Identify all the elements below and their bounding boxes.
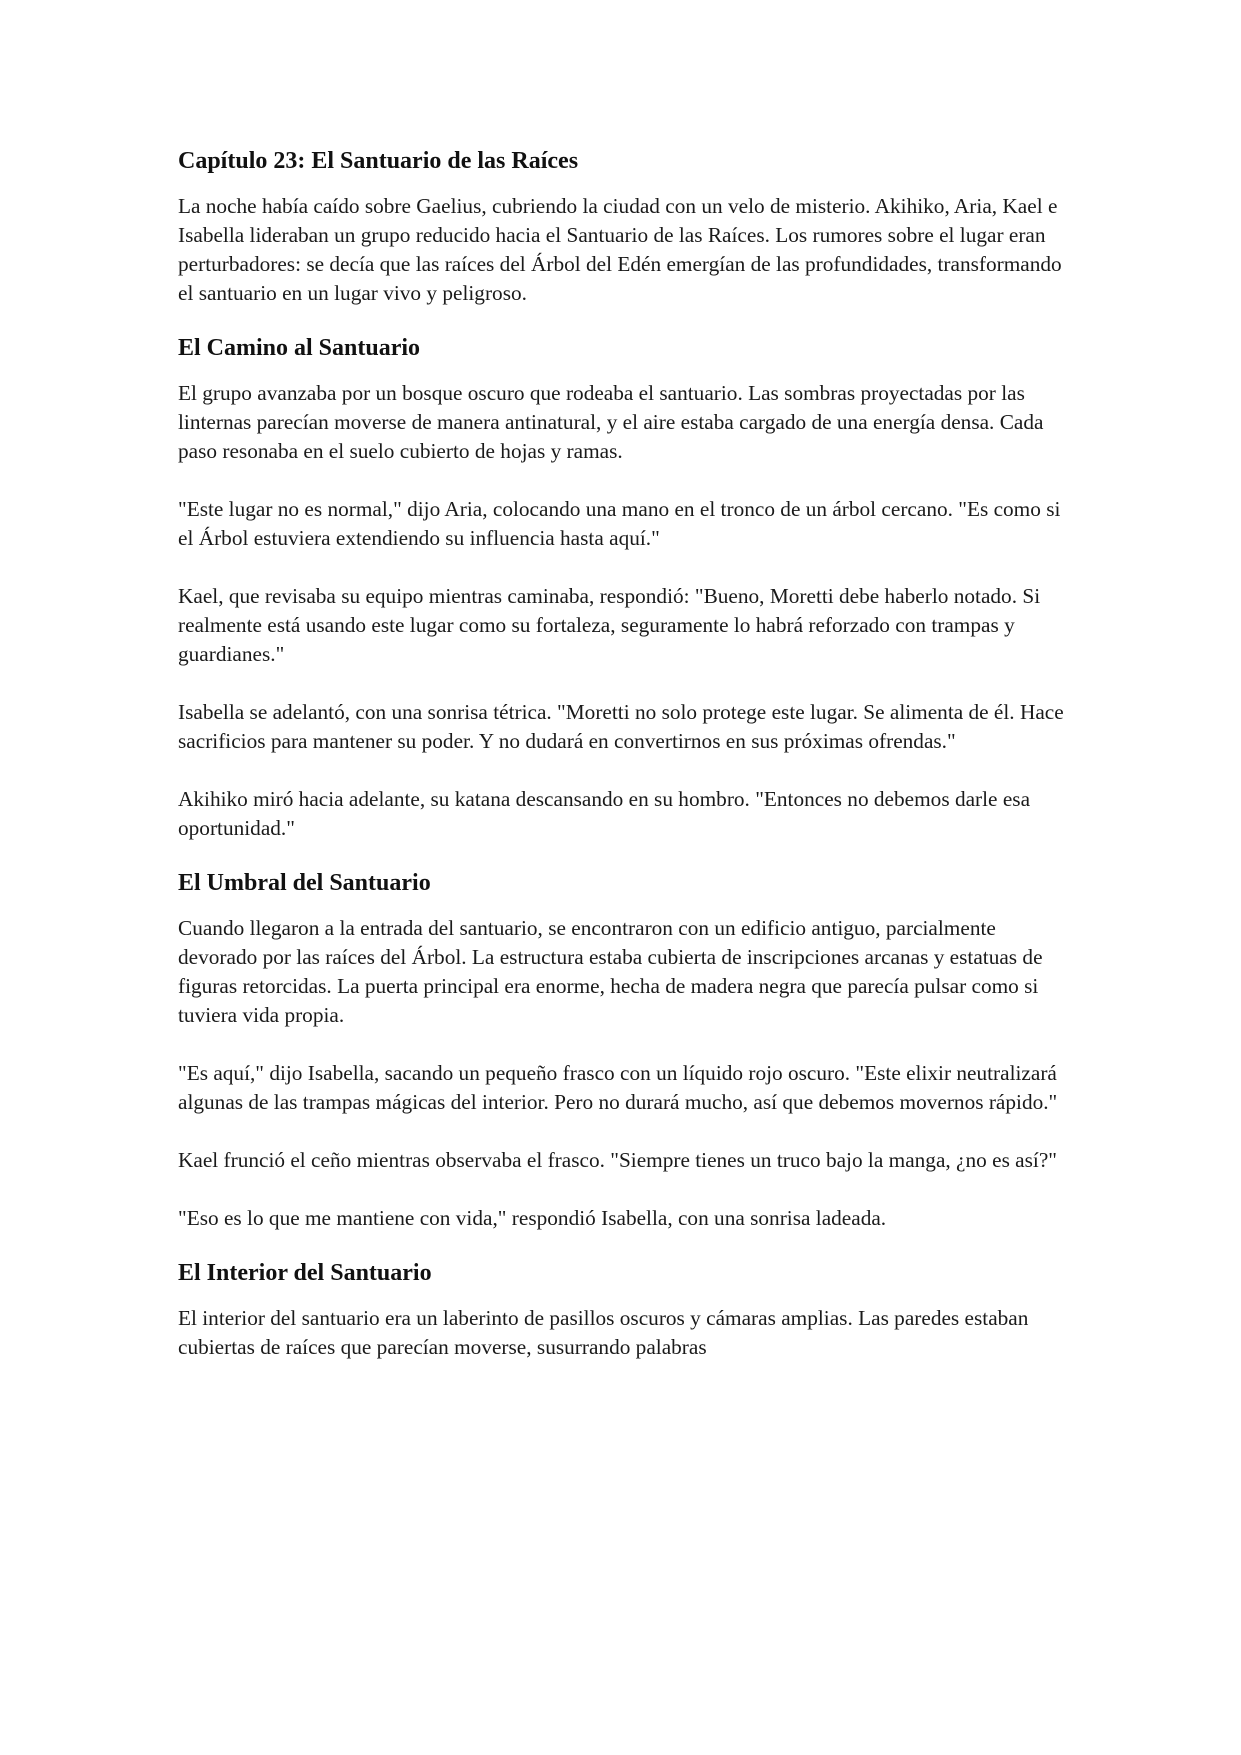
section-heading-camino: El Camino al Santuario: [178, 335, 421, 361]
paragraph: El grupo avanzaba por un bosque oscuro que rodeaba el santuario. Las sombras proyectadas por las linternas parecían moverse de manera antinatural, y el aire estaba cargado de una energía densa. Cada paso resonaba en el suelo cubierto de hojas y ramas.: [178, 381, 1044, 463]
paragraph: "Este lugar no es normal," dijo Aria, colocando una mano en el tronco de un árbol cercano. "Es como si el Árbol estuviera extendiendo su influencia hasta aquí.": [178, 497, 1061, 550]
chapter-title: Capítulo 23: El Santuario de las Raíces: [178, 148, 579, 174]
paragraph: El interior del santuario era un laberinto de pasillos oscuros y cámaras amplias. Las paredes estaban cubiertas de raíces que parecían moverse, susurrando palabras: [178, 1306, 1029, 1359]
paragraph: Kael, que revisaba su equipo mientras caminaba, respondió: "Bueno, Moretti debe haberlo notado. Si realmente está usando este lugar como su fortaleza, seguramente lo habrá reforzado con trampas y guardianes.": [178, 584, 1041, 666]
paragraph: "Eso es lo que me mantiene con vida," respondió Isabella, con una sonrisa ladeada.: [178, 1206, 887, 1230]
paragraph: Cuando llegaron a la entrada del santuario, se encontraron con un edificio antiguo, parcialmente devorado por las raíces del Árbol. La estructura estaba cubierta de inscripciones arcanas y estatuas de figuras retorcidas. La puerta principal era enorme, hecha de madera negra que parecía pulsar como si tuviera vida propia.: [178, 916, 1043, 1027]
intro-paragraph: La noche había caído sobre Gaelius, cubriendo la ciudad con un velo de misterio. Akihiko, Aria, Kael e Isabella lideraban un grupo reducido hacia el Santuario de las Raíces. Los rumores sobre el lugar eran perturbadores: se decía que las raíces del Árbol del Edén emergían de las profundidades, transformando el santuario en un lugar vivo y peligroso.: [178, 194, 1062, 305]
paragraph: "Es aquí," dijo Isabella, sacando un pequeño frasco con un líquido rojo oscuro. "Este elixir neutralizará algunas de las trampas mágicas del interior. Pero no durará mucho, así que debemos movernos rápido.": [178, 1061, 1058, 1114]
section-heading-interior: El Interior del Santuario: [178, 1260, 432, 1286]
paragraph: Isabella se adelantó, con una sonrisa tétrica. "Moretti no solo protege este lugar. Se alimenta de él. Hace sacrificios para mantener su poder. Y no dudará en convertirnos en sus próximas ofrendas.": [178, 700, 1064, 753]
paragraph: Akihiko miró hacia adelante, su katana descansando en su hombro. "Entonces no debemos darle esa oportunidad.": [178, 787, 1031, 840]
document-page: [178, 146, 1078, 1362]
paragraph: Kael frunció el ceño mientras observaba el frasco. "Siempre tienes un truco bajo la manga, ¿no es así?": [178, 1148, 1057, 1172]
section-heading-umbral: El Umbral del Santuario: [178, 870, 431, 896]
